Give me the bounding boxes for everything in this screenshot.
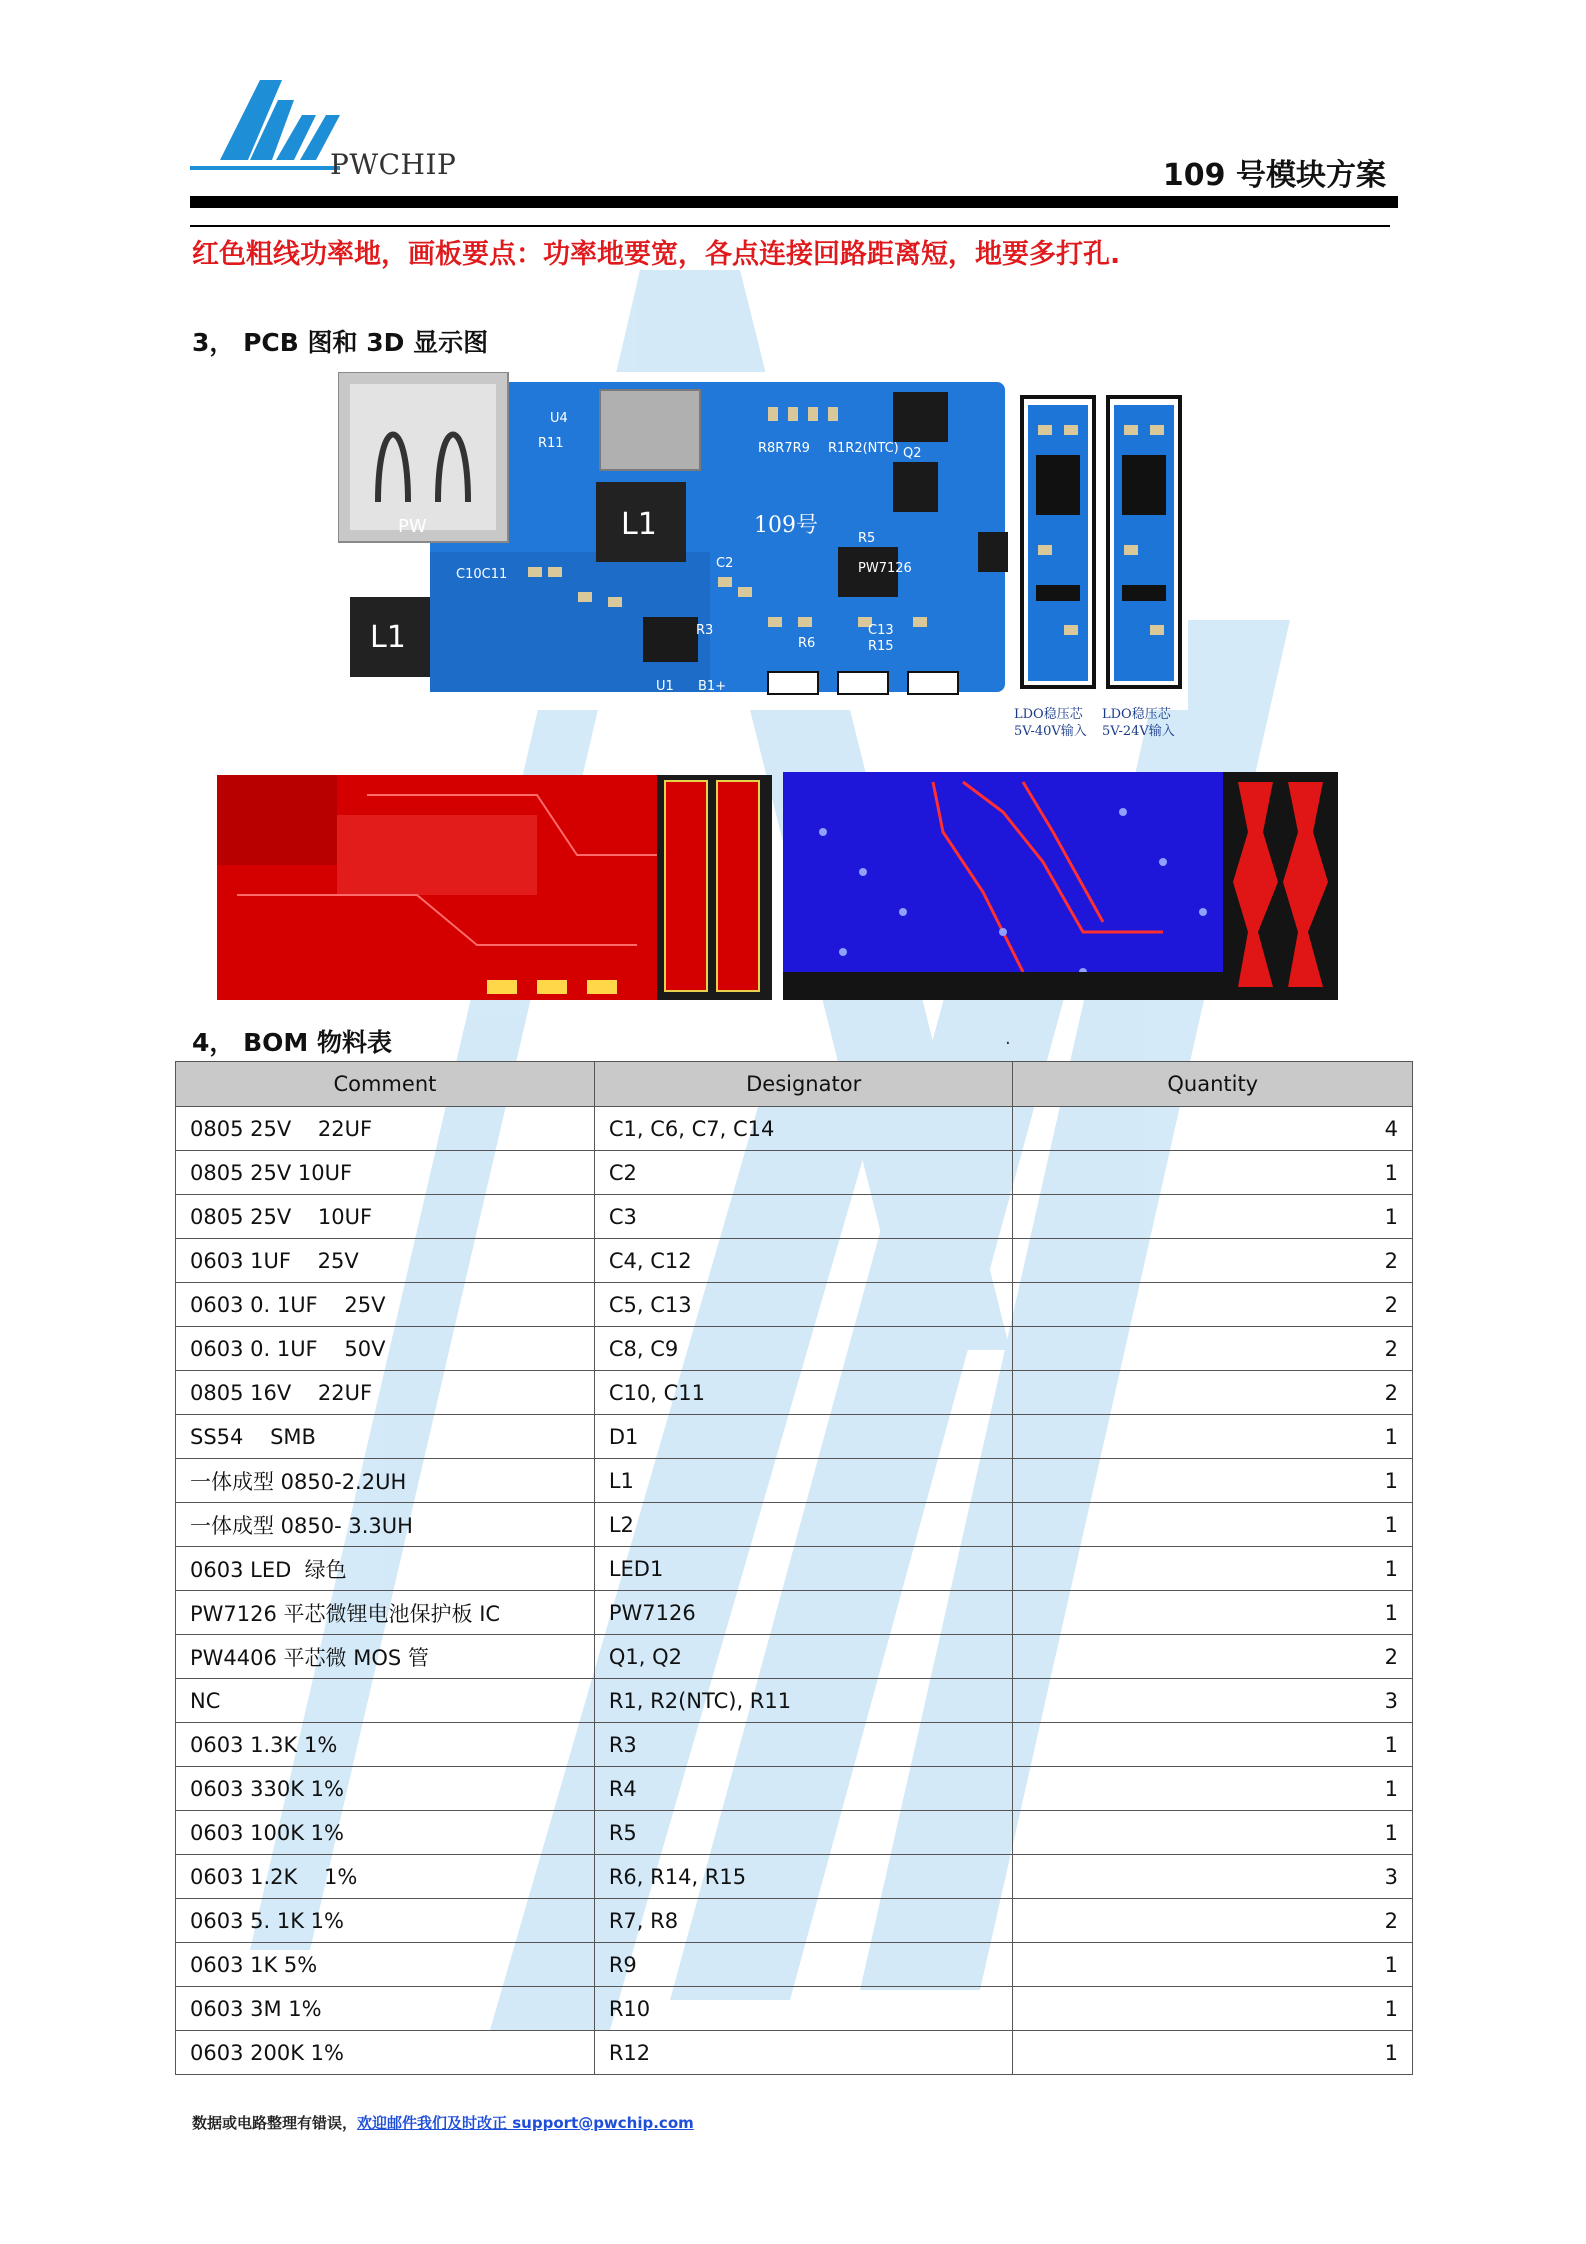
cell-designator: L1 [594,1459,1013,1503]
footer-email-link[interactable]: 欢迎邮件我们及时改正 support@pwchip.com [357,2114,694,2132]
header-rule-thin [190,225,1390,227]
layout-note: 红色粗线功率地，画板要点：功率地要宽，各点连接回路距离短，地要多打孔. [192,239,1121,270]
cell-comment: 0805 25V 10UF [176,1195,595,1239]
cell-comment: 0603 100K 1% [176,1811,595,1855]
pcb-label-pw: PW [398,516,427,537]
table-row [176,1503,1413,1547]
bom-table [175,1061,1413,2075]
pcb-label-u4: U4 [550,411,568,426]
cell-quantity: 2 [1013,1371,1413,1415]
column-header-quantity: Quantity [1013,1062,1413,1107]
pcb-label-c13: C13 [868,623,894,638]
pcb-label-c10c11: C10C11 [456,567,508,582]
footer-text: 数据或电路整理有错误， [192,2114,358,2132]
document-title: 109 号模块方案 [1162,158,1386,193]
cell-comment: 0603 1K 5% [176,1943,595,1987]
table-row [176,2031,1413,2075]
cell-designator: D1 [594,1415,1013,1459]
cell-comment: 0603 LED 绿色 [176,1547,595,1591]
pcb-label-r8r7r9: R8R7R9 [758,441,810,456]
cell-quantity: 1 [1013,2031,1413,2075]
pcb-bottom-layer-image [783,772,1338,1000]
table-row [176,1723,1413,1767]
cell-quantity: 2 [1013,1635,1413,1679]
cell-designator: R6, R14, R15 [594,1855,1013,1899]
cell-designator: LED1 [594,1547,1013,1591]
cell-comment: 0603 330K 1% [176,1767,595,1811]
column-header-comment: Comment [176,1062,595,1107]
section-bom-title: 4， BOM 物料表 [192,1028,392,1057]
cell-quantity: 3 [1013,1679,1413,1723]
cell-quantity: 1 [1013,1151,1413,1195]
table-row [176,1635,1413,1679]
ldo-caption-2-line2: 5V-24V输入 [1102,724,1175,739]
bom-body [176,1107,1413,2075]
cell-quantity: 1 [1013,1459,1413,1503]
cell-comment: 一体成型 0850- 3.3UH [176,1503,595,1547]
cell-comment: 0805 16V 22UF [176,1371,595,1415]
cell-comment: PW7126 平芯微锂电池保护板 IC [176,1591,595,1635]
cell-designator: R4 [594,1767,1013,1811]
cell-quantity: 1 [1013,1503,1413,1547]
pcb-label-r5: R5 [858,531,876,546]
section-pcb-title: 3， PCB 图和 3D 显示图 [192,328,489,357]
cell-comment: 0603 0. 1UF 50V [176,1327,595,1371]
ldo-caption-1-line1: LDO稳压芯 [1014,707,1083,722]
cell-quantity: 3 [1013,1855,1413,1899]
table-row [176,1591,1413,1635]
cell-designator: C3 [594,1195,1013,1239]
cell-designator: C8, C9 [594,1327,1013,1371]
cell-designator: R9 [594,1943,1013,1987]
pcb-label-r11: R11 [538,436,564,451]
cell-designator: C4, C12 [594,1239,1013,1283]
cell-designator: C5, C13 [594,1283,1013,1327]
table-row [176,1107,1413,1151]
cell-quantity: 1 [1013,1987,1413,2031]
cell-quantity: 1 [1013,1723,1413,1767]
cell-quantity: 2 [1013,1283,1413,1327]
cell-designator: R1, R2(NTC), R11 [594,1679,1013,1723]
pcb-label-r6: R6 [798,636,816,651]
pcb-label-l1-bottom: L1 [370,620,406,655]
pcb-label-l1-top: L1 [621,507,657,542]
column-header-designator: Designator [594,1062,1013,1107]
cell-quantity: 2 [1013,1899,1413,1943]
stray-dot: . [1005,1028,1011,1049]
pcb-label-r15: R15 [868,639,894,654]
cell-comment: 0805 25V 22UF [176,1107,595,1151]
ldo-board-2 [1104,395,1184,700]
cell-comment: NC [176,1679,595,1723]
table-row [176,1679,1413,1723]
table-row [176,1151,1413,1195]
cell-comment: 0603 200K 1% [176,2031,595,2075]
cell-designator: C1, C6, C7, C14 [594,1107,1013,1151]
pcb-top-layer-image [217,775,772,1000]
table-row [176,1943,1413,1987]
cell-quantity: 1 [1013,1415,1413,1459]
table-row [176,1371,1413,1415]
cell-quantity: 1 [1013,1591,1413,1635]
pcb-label-c2: C2 [716,556,734,571]
cell-quantity: 1 [1013,1195,1413,1239]
cell-quantity: 1 [1013,1767,1413,1811]
cell-quantity: 1 [1013,1943,1413,1987]
cell-comment: 一体成型 0850-2.2UH [176,1459,595,1503]
pcb-label-model: 109号 [754,513,818,538]
cell-quantity: 1 [1013,1811,1413,1855]
ldo-caption-2-line1: LDO稳压芯 [1102,707,1171,722]
table-row [176,1855,1413,1899]
cell-comment: 0603 5. 1K 1% [176,1899,595,1943]
table-row [176,1239,1413,1283]
ldo-caption-1 [1014,706,1087,740]
cell-designator: R3 [594,1723,1013,1767]
cell-comment: 0603 3M 1% [176,1987,595,2031]
cell-quantity: 1 [1013,1547,1413,1591]
cell-comment: 0603 1.2K 1% [176,1855,595,1899]
cell-quantity: 2 [1013,1327,1413,1371]
table-row [176,1767,1413,1811]
footer-note [192,2112,694,2133]
table-row [176,1195,1413,1239]
table-row [176,1547,1413,1591]
cell-designator: L2 [594,1503,1013,1547]
cell-comment: PW4406 平芯微 MOS 管 [176,1635,595,1679]
table-row [176,1899,1413,1943]
cell-designator: PW7126 [594,1591,1013,1635]
table-row [176,1415,1413,1459]
logo-text: PWCHIP [330,148,457,181]
cell-quantity: 2 [1013,1239,1413,1283]
cell-comment: 0603 1UF 25V [176,1239,595,1283]
bom-header-row [176,1062,1413,1107]
cell-designator: R12 [594,2031,1013,2075]
table-row [176,1987,1413,2031]
cell-comment: 0805 25V 10UF [176,1151,595,1195]
table-row [176,1811,1413,1855]
pcb-label-r1r2ntc: R1R2(NTC) [828,441,899,456]
pcb-label-pw7126: PW7126 [858,561,912,576]
pcb-label-r3: R3 [696,623,714,638]
cell-designator: C10, C11 [594,1371,1013,1415]
cell-designator: R7, R8 [594,1899,1013,1943]
table-row [176,1283,1413,1327]
pcb-label-b1plus: B1+ [698,679,727,694]
cell-comment: 0603 0. 1UF 25V [176,1283,595,1327]
cell-designator: C2 [594,1151,1013,1195]
pcb-label-q2: Q2 [903,446,922,461]
table-row [176,1327,1413,1371]
cell-comment: SS54 SMB [176,1415,595,1459]
ldo-caption-2 [1102,706,1175,740]
cell-designator: Q1, Q2 [594,1635,1013,1679]
pcb-label-u1: U1 [656,679,674,694]
cell-designator: R5 [594,1811,1013,1855]
ldo-caption-1-line2: 5V-40V输入 [1014,724,1087,739]
cell-quantity: 4 [1013,1107,1413,1151]
cell-designator: R10 [594,1987,1013,2031]
ldo-board-1 [1018,395,1098,700]
table-row [176,1459,1413,1503]
cell-comment: 0603 1.3K 1% [176,1723,595,1767]
header-rule [190,196,1398,208]
